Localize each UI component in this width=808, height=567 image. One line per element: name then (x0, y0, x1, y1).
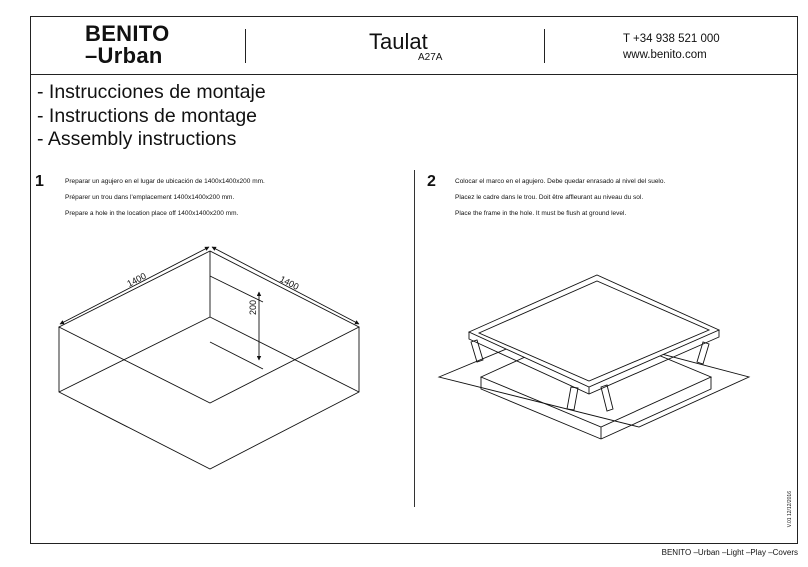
dim-ext-depth-bottom (210, 342, 263, 369)
hole-walls (481, 377, 711, 439)
drawings (31, 17, 799, 545)
hole-outer-edge-left (59, 327, 359, 469)
version-label: V.01 12/12/2016 (787, 490, 793, 527)
leg-front-right (601, 385, 613, 411)
product-code: A27A (418, 52, 443, 63)
instruction-sheet (30, 16, 798, 544)
dim-label-length: 1400 (278, 273, 301, 292)
leg-right (697, 342, 709, 364)
footer-brand-line: BENITO –Urban –Light –Play –Covers (661, 548, 798, 557)
leg-front-left (567, 387, 578, 410)
step-2-text-es: Colocar el marco en el agujero. Debe quedar enrasado al nivel del suelo. (455, 178, 666, 185)
brand-line-1: BENITO (85, 21, 170, 46)
dim-label-width: 1400 (125, 270, 148, 289)
step-2-number: 2 (427, 173, 436, 190)
step-2-text-en: Place the frame in the hole. It must be flush at ground level. (455, 210, 627, 217)
phone: T +34 938 521 000 (623, 33, 720, 45)
brand-line-2: –Urban (85, 43, 163, 68)
step-1-text-en: Prepare a hole in the location place off 1400x1400x200 mm. (65, 210, 239, 217)
hole-top-outline (59, 251, 359, 403)
hole-drawing (59, 247, 359, 469)
hole-inner-edge (59, 251, 359, 392)
step-1-number: 1 (35, 173, 44, 190)
title-es: - Instrucciones de montaje (37, 81, 266, 103)
frame-outer-top (469, 275, 719, 387)
product-name: Taulat (369, 29, 428, 54)
dim-ext-depth-top (210, 276, 263, 302)
frame-drawing (439, 275, 749, 439)
step-2-text-fr: Placez le cadre dans le trou. Doit être affleurant au niveau du sol. (455, 194, 644, 201)
website: www.benito.com (623, 49, 707, 61)
leg-left (471, 340, 483, 362)
step-1-text-fr: Préparer un trou dans l'emplacement 1400x1400x200 mm. (65, 194, 235, 201)
title-en: - Assembly instructions (37, 128, 237, 150)
step-1-text-es: Preparar un agujero en el lugar de ubicación de 1400x1400x200 mm. (65, 178, 265, 185)
title-fr: - Instructions de montage (37, 104, 258, 127)
dim-label-depth: 200 (248, 299, 258, 315)
